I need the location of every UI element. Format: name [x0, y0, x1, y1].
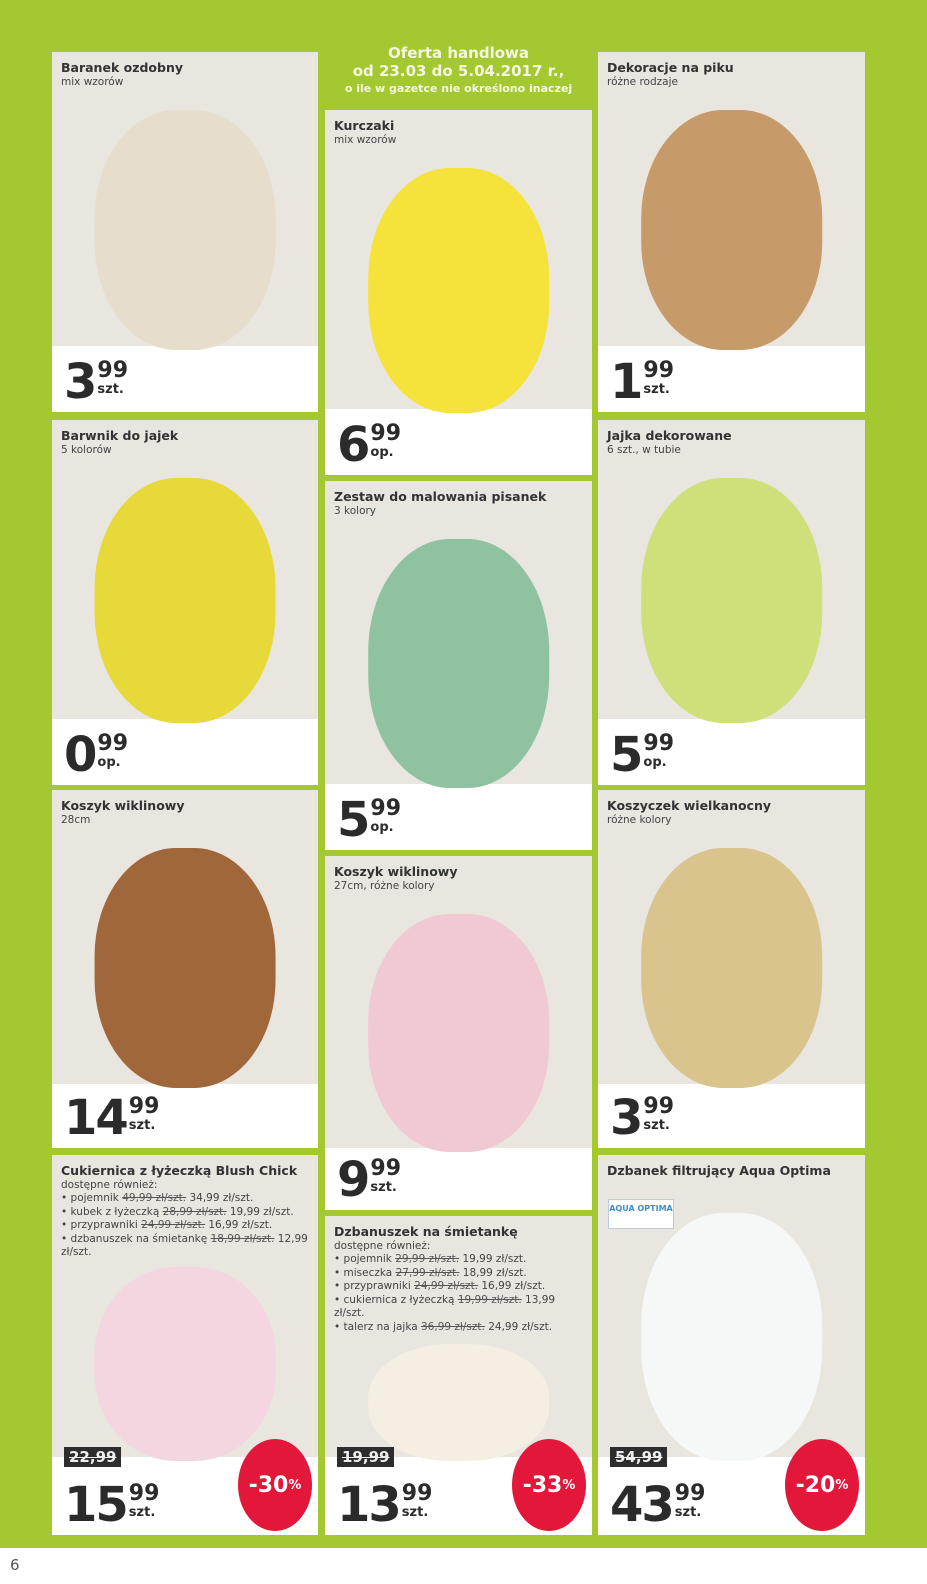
price-right: [97, 731, 128, 779]
product-name: Koszyczek wielkanocny: [607, 798, 772, 813]
product-name: Zestaw do malowania pisanek: [334, 489, 547, 504]
item-new-price: 13,99 zł/szt.: [334, 1293, 556, 1319]
price: [337, 792, 402, 848]
price-right: [402, 1481, 433, 1529]
price-unit: szt.: [128, 1505, 156, 1520]
item-name: pojemnik: [343, 1253, 392, 1265]
product-subtitle: 5 kolorów: [61, 444, 112, 456]
price-unit: szt.: [370, 1180, 397, 1195]
item-name: dzbanuszek na śmietankę: [70, 1232, 208, 1245]
product-subtitle: 28cm: [61, 814, 91, 826]
product-name: Dekoracje na piku: [607, 60, 734, 75]
product-title: [607, 1163, 857, 1178]
price: [337, 1152, 402, 1208]
price: [610, 354, 675, 410]
item-old-price: 18,99 zł/szt.: [210, 1232, 275, 1245]
price-decimals: 99: [128, 1481, 160, 1506]
discount-badge: [785, 1439, 859, 1531]
product-name: Barwnik do jajek: [61, 428, 179, 443]
price: [64, 1090, 160, 1146]
product-subtitle: mix wzorów: [61, 76, 124, 88]
item-name: kubek z łyżeczką: [70, 1205, 160, 1218]
also-available-item: • pojemnik 29,99 zł/szt. 19,99 zł/szt.: [334, 1253, 527, 1265]
price-integer: 15: [64, 1477, 127, 1533]
price-decimals: 99: [674, 1481, 706, 1506]
price: [610, 727, 675, 783]
product-title: [334, 489, 584, 518]
product-card[interactable]: [598, 420, 865, 785]
price-unit: op.: [370, 445, 394, 460]
price-unit: op.: [97, 755, 121, 770]
item-old-price: 29,99 zł/szt.: [395, 1253, 460, 1265]
old-price: 22,99: [64, 1447, 121, 1467]
price-right: [643, 358, 674, 406]
product-subtitle: 3 kolory: [334, 505, 377, 517]
product-name: Baranek ozdobny: [61, 60, 183, 75]
product-card[interactable]: [325, 481, 592, 850]
also-available-item: • cukiernica z łyżeczką 19,99 zł/szt. 13,99 zł/szt.: [334, 1293, 556, 1319]
item-old-price: 49,99 zł/szt.: [122, 1192, 187, 1204]
offer-title: Oferta handlowa: [387, 44, 529, 62]
product-image: [95, 110, 276, 350]
product-card[interactable]: [325, 110, 592, 475]
price-right: [97, 358, 128, 406]
item-name: przyprawniki: [70, 1219, 138, 1231]
item-new-price: 19,99 zł/szt.: [229, 1205, 294, 1218]
price-unit: szt.: [643, 1118, 670, 1133]
item-name: cukiernica z łyżeczką: [343, 1293, 455, 1306]
price-right: [643, 731, 674, 779]
product-card[interactable]: [52, 52, 318, 412]
product-name: Dzbanuszek na śmietankę: [334, 1224, 518, 1239]
price: [64, 1477, 160, 1533]
product-subtitle: mix wzorów: [334, 134, 397, 146]
price: [337, 417, 402, 473]
percent-sign: %: [288, 1477, 302, 1493]
item-new-price: 16,99 zł/szt.: [208, 1219, 273, 1231]
price-integer: 1: [610, 354, 642, 410]
price-integer: 3: [610, 1090, 642, 1146]
price-integer: 13: [337, 1477, 400, 1533]
price-integer: 3: [64, 354, 96, 410]
product-image: [368, 1344, 550, 1461]
also-available-item: • kubek z łyżeczką 28,99 zł/szt. 19,99 zł/szt.: [61, 1205, 294, 1218]
product-card[interactable]: [325, 856, 592, 1210]
product-image: [368, 914, 550, 1152]
percent-sign: %: [835, 1477, 849, 1493]
discount-value: -33: [522, 1472, 563, 1498]
offer-dates: od 23.03 do 5.04.2017 r.,: [352, 62, 565, 80]
product-image: [95, 1267, 276, 1461]
price-decimals: 99: [97, 358, 129, 383]
product-title: [61, 428, 310, 457]
price-decimals: 99: [97, 731, 129, 756]
product-name: Kurczaki: [334, 118, 395, 133]
price-integer: 9: [337, 1152, 369, 1208]
product-image: [641, 110, 823, 350]
price-integer: 5: [610, 727, 642, 783]
price-unit: szt.: [674, 1505, 702, 1520]
price-decimals: 99: [370, 796, 402, 821]
product-card[interactable]: [52, 1155, 318, 1535]
price-decimals: 99: [643, 358, 675, 383]
also-available-item: • przyprawniki 24,99 zł/szt. 16,99 zł/szt.: [334, 1280, 546, 1292]
item-new-price: 34,99 zł/szt.: [189, 1192, 254, 1204]
product-image: [641, 478, 823, 723]
price-integer: 0: [64, 727, 96, 783]
aqua-optima-logo: AQUA OPTIMA: [608, 1199, 674, 1229]
also-available-item: • dzbanuszek na śmietankę 18,99 zł/szt. 12,99 zł/szt.: [61, 1232, 308, 1258]
product-image: [368, 168, 550, 413]
price-right: [370, 796, 401, 844]
price-decimals: 99: [643, 1094, 675, 1119]
product-title: [334, 118, 584, 147]
product-title: [61, 60, 310, 89]
product-card[interactable]: [598, 1155, 865, 1535]
price-unit: szt.: [401, 1505, 429, 1520]
product-subtitle: dostępne również:: [61, 1179, 158, 1191]
product-name: Koszyk wiklinowy: [61, 798, 185, 813]
also-available-item: • pojemnik 49,99 zł/szt. 34,99 zł/szt.: [61, 1192, 254, 1204]
page-number: 6: [10, 1556, 20, 1574]
price-unit: op.: [643, 755, 667, 770]
product-image: [368, 539, 550, 788]
price: [64, 354, 129, 410]
old-price: 54,99: [610, 1447, 667, 1467]
product-title: [607, 798, 857, 827]
item-new-price: 19,99 zł/szt.: [462, 1253, 527, 1265]
offer-header: [325, 44, 592, 97]
product-image: [95, 478, 276, 723]
product-title: [607, 428, 857, 457]
price-decimals: 99: [401, 1481, 433, 1506]
product-card[interactable]: [598, 790, 865, 1148]
price: [64, 727, 129, 783]
item-name: miseczka: [343, 1266, 393, 1279]
item-new-price: 18,99 zł/szt.: [462, 1266, 527, 1279]
product-card[interactable]: [598, 52, 865, 412]
price-decimals: 99: [128, 1094, 160, 1119]
product-title: [334, 1224, 584, 1334]
item-old-price: 24,99 zł/szt.: [141, 1219, 206, 1231]
item-name: talerz na jajka: [343, 1320, 418, 1333]
product-title: [607, 60, 857, 89]
item-new-price: 12,99 zł/szt.: [61, 1232, 308, 1258]
price-right: [129, 1094, 160, 1142]
price: [337, 1477, 433, 1533]
item-new-price: 16,99 zł/szt.: [481, 1280, 546, 1292]
price-unit: szt.: [97, 382, 124, 397]
price-integer: 5: [337, 792, 369, 848]
product-subtitle: 27cm, różne kolory: [334, 880, 435, 892]
product-card[interactable]: [52, 790, 318, 1148]
product-name: Dzbanek filtrujący Aqua Optima: [607, 1163, 831, 1178]
product-image: [641, 1213, 823, 1461]
product-title: [61, 1163, 310, 1260]
product-image: [641, 848, 823, 1088]
product-card[interactable]: [52, 420, 318, 785]
price-right: [370, 421, 401, 469]
product-subtitle: 6 szt., w tubie: [607, 444, 681, 456]
discount-badge: [238, 1439, 312, 1531]
price-right: [675, 1481, 706, 1529]
product-name: Jajka dekorowane: [607, 428, 732, 443]
offer-note: o ile w gazetce nie określono inaczej: [344, 82, 573, 95]
old-price: 19,99: [337, 1447, 394, 1467]
product-title: [334, 864, 584, 893]
item-old-price: 27,99 zł/szt.: [395, 1266, 460, 1279]
discount-value: -30: [248, 1472, 289, 1498]
product-card[interactable]: [325, 1216, 592, 1535]
price: [610, 1477, 706, 1533]
price-decimals: 99: [370, 1156, 402, 1181]
price-decimals: 99: [643, 731, 675, 756]
price-integer: 6: [337, 417, 369, 473]
item-old-price: 28,99 zł/szt.: [162, 1205, 227, 1218]
product-subtitle: różne kolory: [607, 814, 672, 826]
price-unit: szt.: [643, 382, 670, 397]
price-unit: szt.: [128, 1118, 156, 1133]
product-title: [61, 798, 310, 827]
price-unit: op.: [370, 820, 394, 835]
product-image: [95, 848, 276, 1088]
item-new-price: 24,99 zł/szt.: [488, 1320, 553, 1333]
item-name: pojemnik: [70, 1192, 119, 1204]
product-subtitle: dostępne również:: [334, 1240, 431, 1252]
price-decimals: 99: [370, 421, 402, 446]
product-name: Cukiernica z łyżeczką Blush Chick: [61, 1163, 298, 1178]
percent-sign: %: [562, 1477, 576, 1493]
discount-badge: [512, 1439, 586, 1531]
product-subtitle: różne rodzaje: [607, 76, 678, 88]
item-old-price: 24,99 zł/szt.: [414, 1280, 479, 1292]
also-available-item: • talerz na jajka 36,99 zł/szt. 24,99 zł/szt.: [334, 1320, 553, 1333]
price: [610, 1090, 675, 1146]
price-right: [643, 1094, 674, 1142]
price-right: [129, 1481, 160, 1529]
discount-value: -20: [795, 1472, 836, 1498]
item-name: przyprawniki: [343, 1280, 411, 1292]
item-old-price: 36,99 zł/szt.: [421, 1320, 485, 1333]
also-available-item: • miseczka 27,99 zł/szt. 18,99 zł/szt.: [334, 1266, 527, 1279]
price-right: [370, 1156, 401, 1204]
price-integer: 14: [64, 1090, 127, 1146]
price-integer: 43: [610, 1477, 673, 1533]
also-available-item: • przyprawniki 24,99 zł/szt. 16,99 zł/szt.: [61, 1219, 273, 1231]
product-name: Koszyk wiklinowy: [334, 864, 458, 879]
item-old-price: 19,99 zł/szt.: [457, 1293, 522, 1306]
